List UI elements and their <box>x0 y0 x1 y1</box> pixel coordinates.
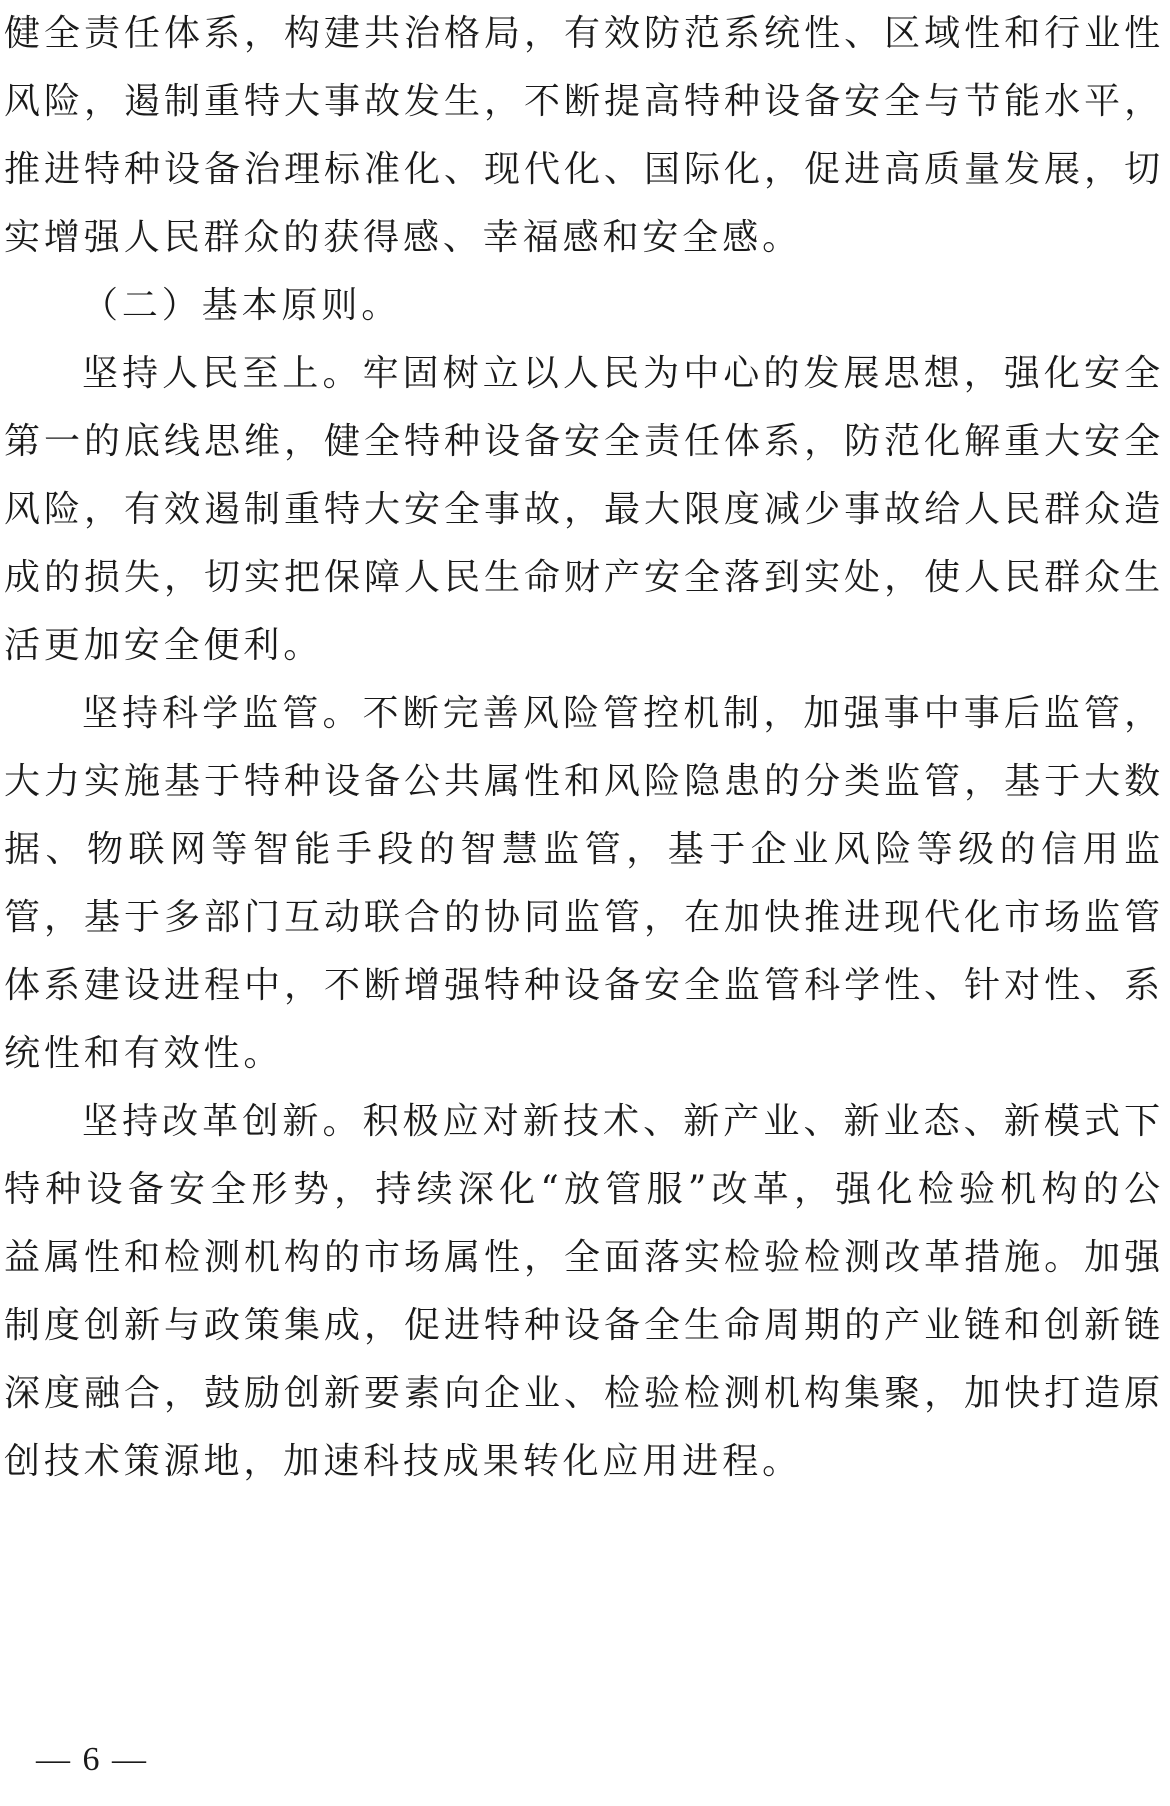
principle-text: 积极应对新技术、新产业、新业态、新模式下特种设备安全形势，持续深化“放管服”改革，强化检验机构的公益属性和检测机构的市场属性，全面落实检验检测改革措施。加强制度创新与政策集成，促进特种设备全生命周期的产业链和创新链深度融合，鼓励创新要素向企业、检验检测机构集聚，加快打造原创技术策源地，加速科技成果转化应用进程。 <box>4 1101 1164 1482</box>
principle-lead: 坚持改革创新。 <box>82 1101 363 1142</box>
section-heading: （二）基本原则。 <box>82 285 402 326</box>
principle-lead: 坚持科学监管。 <box>82 693 363 734</box>
principle-text: 牢固树立以人民为中心的发展思想，强化安全第一的底线思维，健全特种设备安全责任体系，防范化解重大安全风险，有效遏制重特大安全事故，最大限度减少事故给人民群众造成的损失，切实把保障人民生命财产安全落到实处，使人民群众生活更加安全便利。 <box>4 353 1164 666</box>
principle-paragraph-scientific-supervision <box>4 680 1164 1088</box>
principle-text: 不断完善风险管控机制，加强事中事后监管，大力实施基于特种设备公共属性和风险隐患的分类监管，基于大数据、物联网等智能手段的智慧监管，基于企业风险等级的信用监管，基于多部门互动联合的协同监管，在加快推进现代化市场监管体系建设进程中，不断增强特种设备安全监管科学性、针对性、系统性和有效性。 <box>4 693 1164 1074</box>
page-number: — 6 — <box>36 1741 148 1778</box>
document-body <box>4 0 1164 1496</box>
principle-paragraph-reform-innovation <box>4 1088 1164 1496</box>
paragraph-continuation: 健全责任体系，构建共治格局，有效防范系统性、区域性和行业性风险，遏制重特大事故发生，不断提高特种设备安全与节能水平，推进特种设备治理标准化、现代化、国际化，促进高质量发展，切实增强人民群众的获得感、幸福感和安全感。 <box>4 13 1164 258</box>
principle-paragraph-people-first <box>4 340 1164 680</box>
principle-lead: 坚持人民至上。 <box>82 353 363 394</box>
